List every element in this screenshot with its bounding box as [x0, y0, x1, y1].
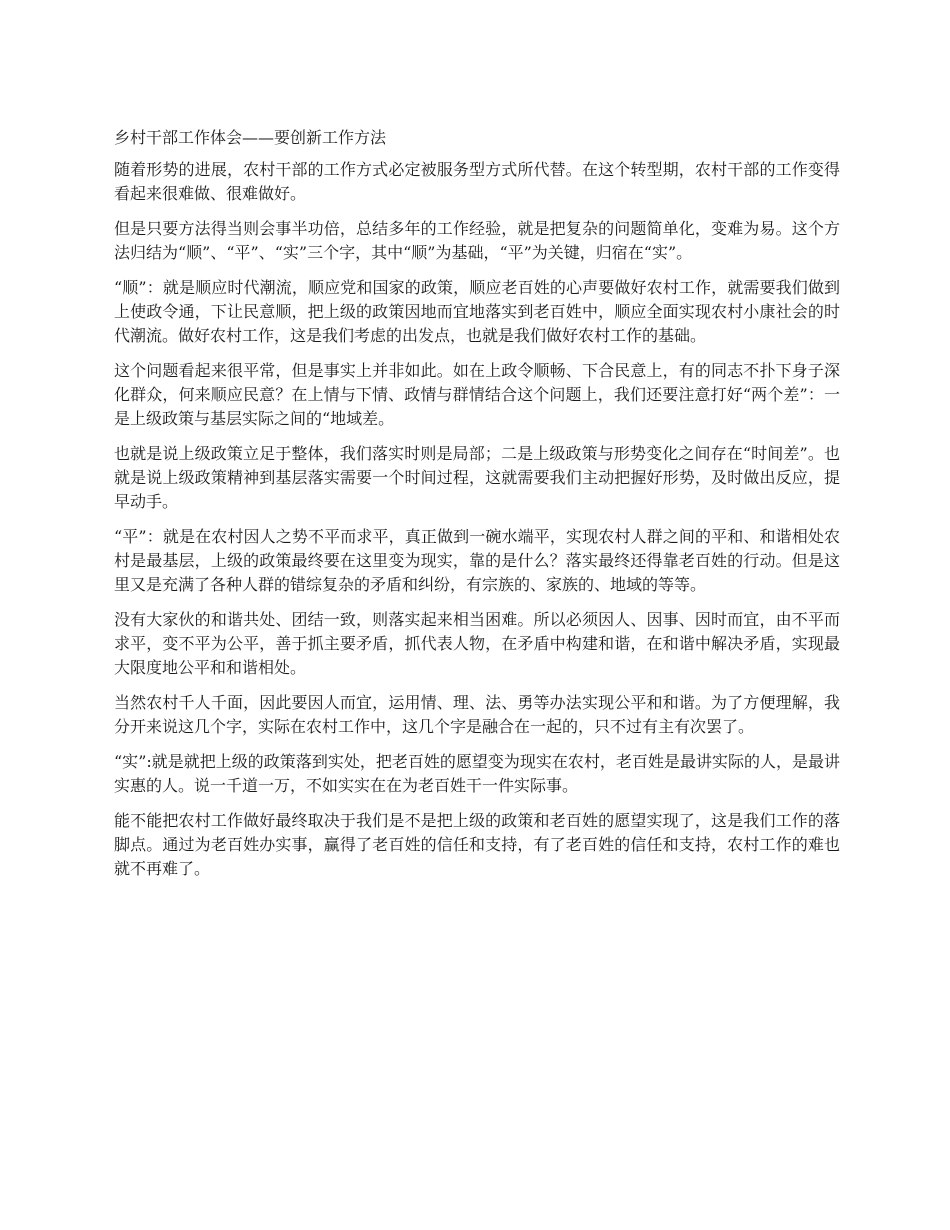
paragraph-8: 当然农村千人千面，因此要因人而宜，运用情、理、法、勇等办法实现公平和和谐。为了方便理解，我分开来说这几个字，实际在农村工作中，这几个字是融合在一起的，只不过有主有次罢了。: [114, 693, 840, 736]
paragraph-1: 随着形势的进展，农村干部的工作方式必定被服务型方式所代替。在这个转型期，农村干部的工作变得看起来很难做、很难做好。: [114, 160, 840, 203]
document-title: 乡村干部工作体会——要创新工作方法: [114, 128, 387, 147]
paragraph-3: “顺”：就是顺应时代潮流，顺应党和国家的政策，顺应老百姓的心声要做好农村工作，就需要我们做到上使政令通，下让民意顺，把上级的政策因地而宜地落实到老百姓中，顺应全面实现农村小康社会的时代潮流。做好农村工作，这是我们考虑的出发点，也就是我们做好农村工作的基础。: [114, 278, 840, 345]
paragraph-7: 没有大家伙的和谐共处、团结一致，则落实起来相当困难。所以必须因人、因事、因时而宜，由不平而求平，变不平为公平，善于抓主要矛盾，抓代表人物，在矛盾中构建和谐，在和谐中解决矛盾，实现最大限度地公平和和谐相处。: [114, 610, 840, 677]
paragraph-4: 这个问题看起来很平常，但是事实上并非如此。如在上政令顺畅、下合民意上，有的同志不扑下身子深化群众，何来顺应民意？在上情与下情、政情与群情结合这个问题上，我们还要注意打好“两个差”：一是上级政策与基层实际之间的“地域差。: [114, 361, 840, 428]
document-body: [114, 126, 840, 892]
paragraph-5: 也就是说上级政策立足于整体，我们落实时则是局部；二是上级政策与形势变化之间存在“时间差”。也就是说上级政策精神到基层落实需要一个时间过程，这就需要我们主动把握好形势，及时做出反应，提早动手。: [114, 444, 840, 511]
paragraph-9: “实”:就是就把上级的政策落到实处，把老百姓的愿望变为现实在农村，老百姓是最讲实际的人，是最讲实惠的人。说一千道一万，不如实实在在为老百姓干一件实际事。: [114, 752, 840, 795]
paragraph-6: “平”：就是在农村因人之势不平而求平，真正做到一碗水端平，实现农村人群之间的平和、和谐相处农村是最基层，上级的政策最终要在这里变为现实，靠的是什么？落实最终还得靠老百姓的行动。但是这里又是充满了各种人群的错综复杂的矛盾和纠纷，有宗族的、家族的、地域的等等。: [114, 527, 840, 594]
paragraph-10: 能不能把农村工作做好最终取决于我们是不是把上级的政策和老百姓的愿望实现了，这是我们工作的落脚点。通过为老百姓办实事，赢得了老百姓的信任和支持，有了老百姓的信任和支持，农村工作的难也就不再难了。: [114, 811, 840, 878]
paragraph-2: 但是只要方法得当则会事半功倍，总结多年的工作经验，就是把复杂的问题简单化，变难为易。这个方法归结为“顺”、“平”、“实”三个字，其中“顺”为基础，“平”为关键，归宿在“实”。: [114, 219, 840, 262]
